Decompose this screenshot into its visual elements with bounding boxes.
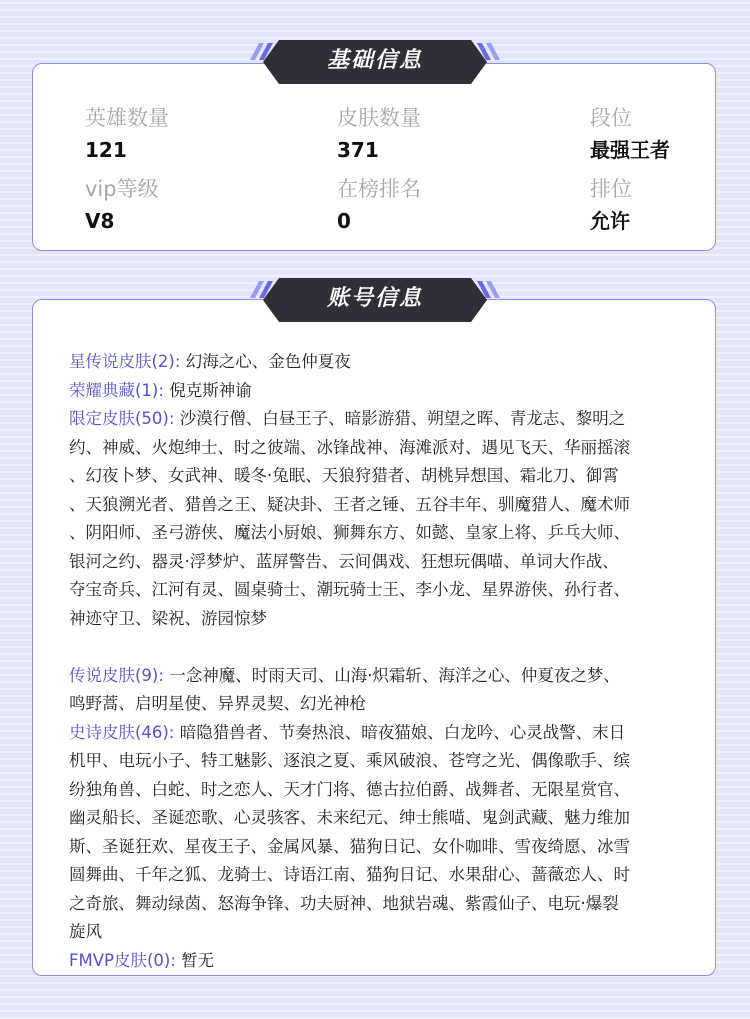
stat-label: 段位	[590, 106, 632, 130]
skin-line	[69, 890, 681, 919]
stat-value: 最强王者	[590, 138, 670, 162]
skin-line	[69, 918, 681, 947]
skin-names: 机甲、电玩小子、特工魅影、逐浪之夏、乘风破浪、苍穹之光、偶像歌手、缤	[69, 751, 630, 770]
skin-line	[69, 861, 681, 890]
stat-value: 允许	[590, 209, 630, 233]
stat-value: 121	[85, 138, 127, 162]
skin-names: 、幻夜卜梦、女武神、暖冬·兔眠、天狼狩猎者、胡桃异想国、霜北刀、御霄	[69, 466, 619, 485]
skin-category-label: 史诗皮肤(46):	[69, 722, 180, 742]
skin-names: 暂无	[181, 950, 215, 970]
skin-line	[69, 605, 681, 634]
skin-category-label: 星传说皮肤(2):	[69, 352, 186, 371]
stat-leaderboard-rank	[337, 175, 421, 235]
skin-names: 倪克斯神谕	[169, 380, 252, 400]
stat-vip-level	[85, 175, 159, 235]
skin-line	[69, 776, 681, 805]
section-title-account: 账号信息	[326, 286, 423, 311]
skin-line	[69, 377, 681, 406]
stat-label: 英雄数量	[85, 106, 169, 130]
stat-value: 0	[337, 209, 351, 233]
basic-info-card	[32, 63, 716, 251]
skin-line	[69, 491, 681, 520]
account-info-card	[32, 299, 716, 976]
stat-ranked-permission	[590, 175, 632, 235]
skin-line	[69, 690, 681, 719]
stat-value: V8	[85, 209, 115, 233]
skin-line	[69, 576, 681, 605]
skin-line	[69, 548, 681, 577]
stat-label: 皮肤数量	[337, 106, 421, 130]
stat-label: 排位	[590, 177, 632, 201]
skin-line	[69, 662, 681, 691]
skin-names: 银河之约、器灵·浮梦炉、蓝屏警告、云间偶戏、狂想玩偶喵、单词大作战、	[69, 551, 619, 571]
skin-names: 之奇旅、舞动绿茵、怒海争锋、功夫厨神、地狱岩魂、紫霞仙子、电玩·爆裂	[69, 893, 619, 913]
skin-names: 约、神威、火炮绅士、时之彼端、冰锋战神、海滩派对、遇见飞天、华丽摇滚	[69, 437, 630, 457]
skin-names: 夺宝奇兵、江河有灵、圆桌骑士、潮玩骑士王、李小龙、星界游侠、孙行者、	[69, 580, 630, 599]
skin-list	[69, 348, 681, 975]
skin-names: 圆舞曲、千年之狐、龙骑士、诗语江南、猫狗日记、水果甜心、蔷薇恋人、时	[69, 865, 630, 884]
skin-line	[69, 833, 681, 862]
skin-line	[69, 462, 681, 491]
skin-names: 斯、圣诞狂欢、星夜王子、金属风暴、猫狗日记、女仆咖啡、雪夜绮愿、冰雪	[69, 836, 630, 856]
stat-label: vip等级	[85, 177, 159, 201]
skin-names: 、天狼溯光者、猎兽之王、疑决卦、王者之锤、五谷丰年、驯魔猎人、魔术师	[69, 494, 630, 514]
skin-line	[69, 519, 681, 548]
skin-line	[69, 405, 681, 434]
skin-line	[69, 804, 681, 833]
skin-category-label: FMVP皮肤(0):	[69, 950, 182, 970]
skin-names: 、阴阳师、圣弓游侠、魔法小厨娘、狮舞东方、如懿、皇家上将、乒乓大师、	[69, 523, 630, 542]
skin-names: 神迹守卫、梁祝、游园惊梦	[69, 608, 267, 628]
section-banner-basic	[245, 38, 505, 86]
skin-names: 幽灵船长、圣诞恋歌、心灵骇客、未来纪元、绅士熊喵、鬼剑武藏、魅力维加	[69, 808, 630, 827]
skin-names: 纷独角兽、白蛇、时之恋人、天才门将、德古拉伯爵、战舞者、无限星赏官、	[69, 779, 630, 799]
stat-hero-count	[85, 104, 169, 164]
skin-line	[69, 947, 681, 976]
skin-line	[69, 719, 681, 748]
spacer	[69, 633, 681, 662]
stat-rank-tier	[590, 104, 670, 164]
skin-category-label: 限定皮肤(50):	[69, 409, 180, 428]
section-title-basic: 基础信息	[326, 48, 423, 73]
skin-line	[69, 434, 681, 463]
skin-names: 沙漠行僧、白昼王子、暗影游猎、朔望之晖、青龙志、黎明之	[179, 409, 626, 428]
skin-names: 鸣野蒿、启明星使、异界灵契、幻光神枪	[69, 694, 366, 713]
skin-names: 暗隐猎兽者、节奏热浪、暗夜猫娘、白龙吟、心灵战警、末日	[179, 722, 626, 742]
skin-line	[69, 747, 681, 776]
skin-names: 一念神魔、时雨天司、山海·炽霜斩、海洋之心、仲夏夜之梦、	[169, 665, 620, 685]
skin-line	[69, 348, 681, 377]
stat-value: 371	[337, 138, 379, 162]
stat-skin-count	[337, 104, 421, 164]
skin-names: 旋风	[69, 922, 102, 941]
skin-category-label: 传说皮肤(9):	[69, 665, 170, 685]
section-banner-account	[245, 276, 505, 324]
skin-category-label: 荣耀典藏(1):	[69, 380, 170, 400]
stat-label: 在榜排名	[337, 177, 421, 201]
skin-names: 幻海之心、金色仲夏夜	[185, 352, 351, 371]
